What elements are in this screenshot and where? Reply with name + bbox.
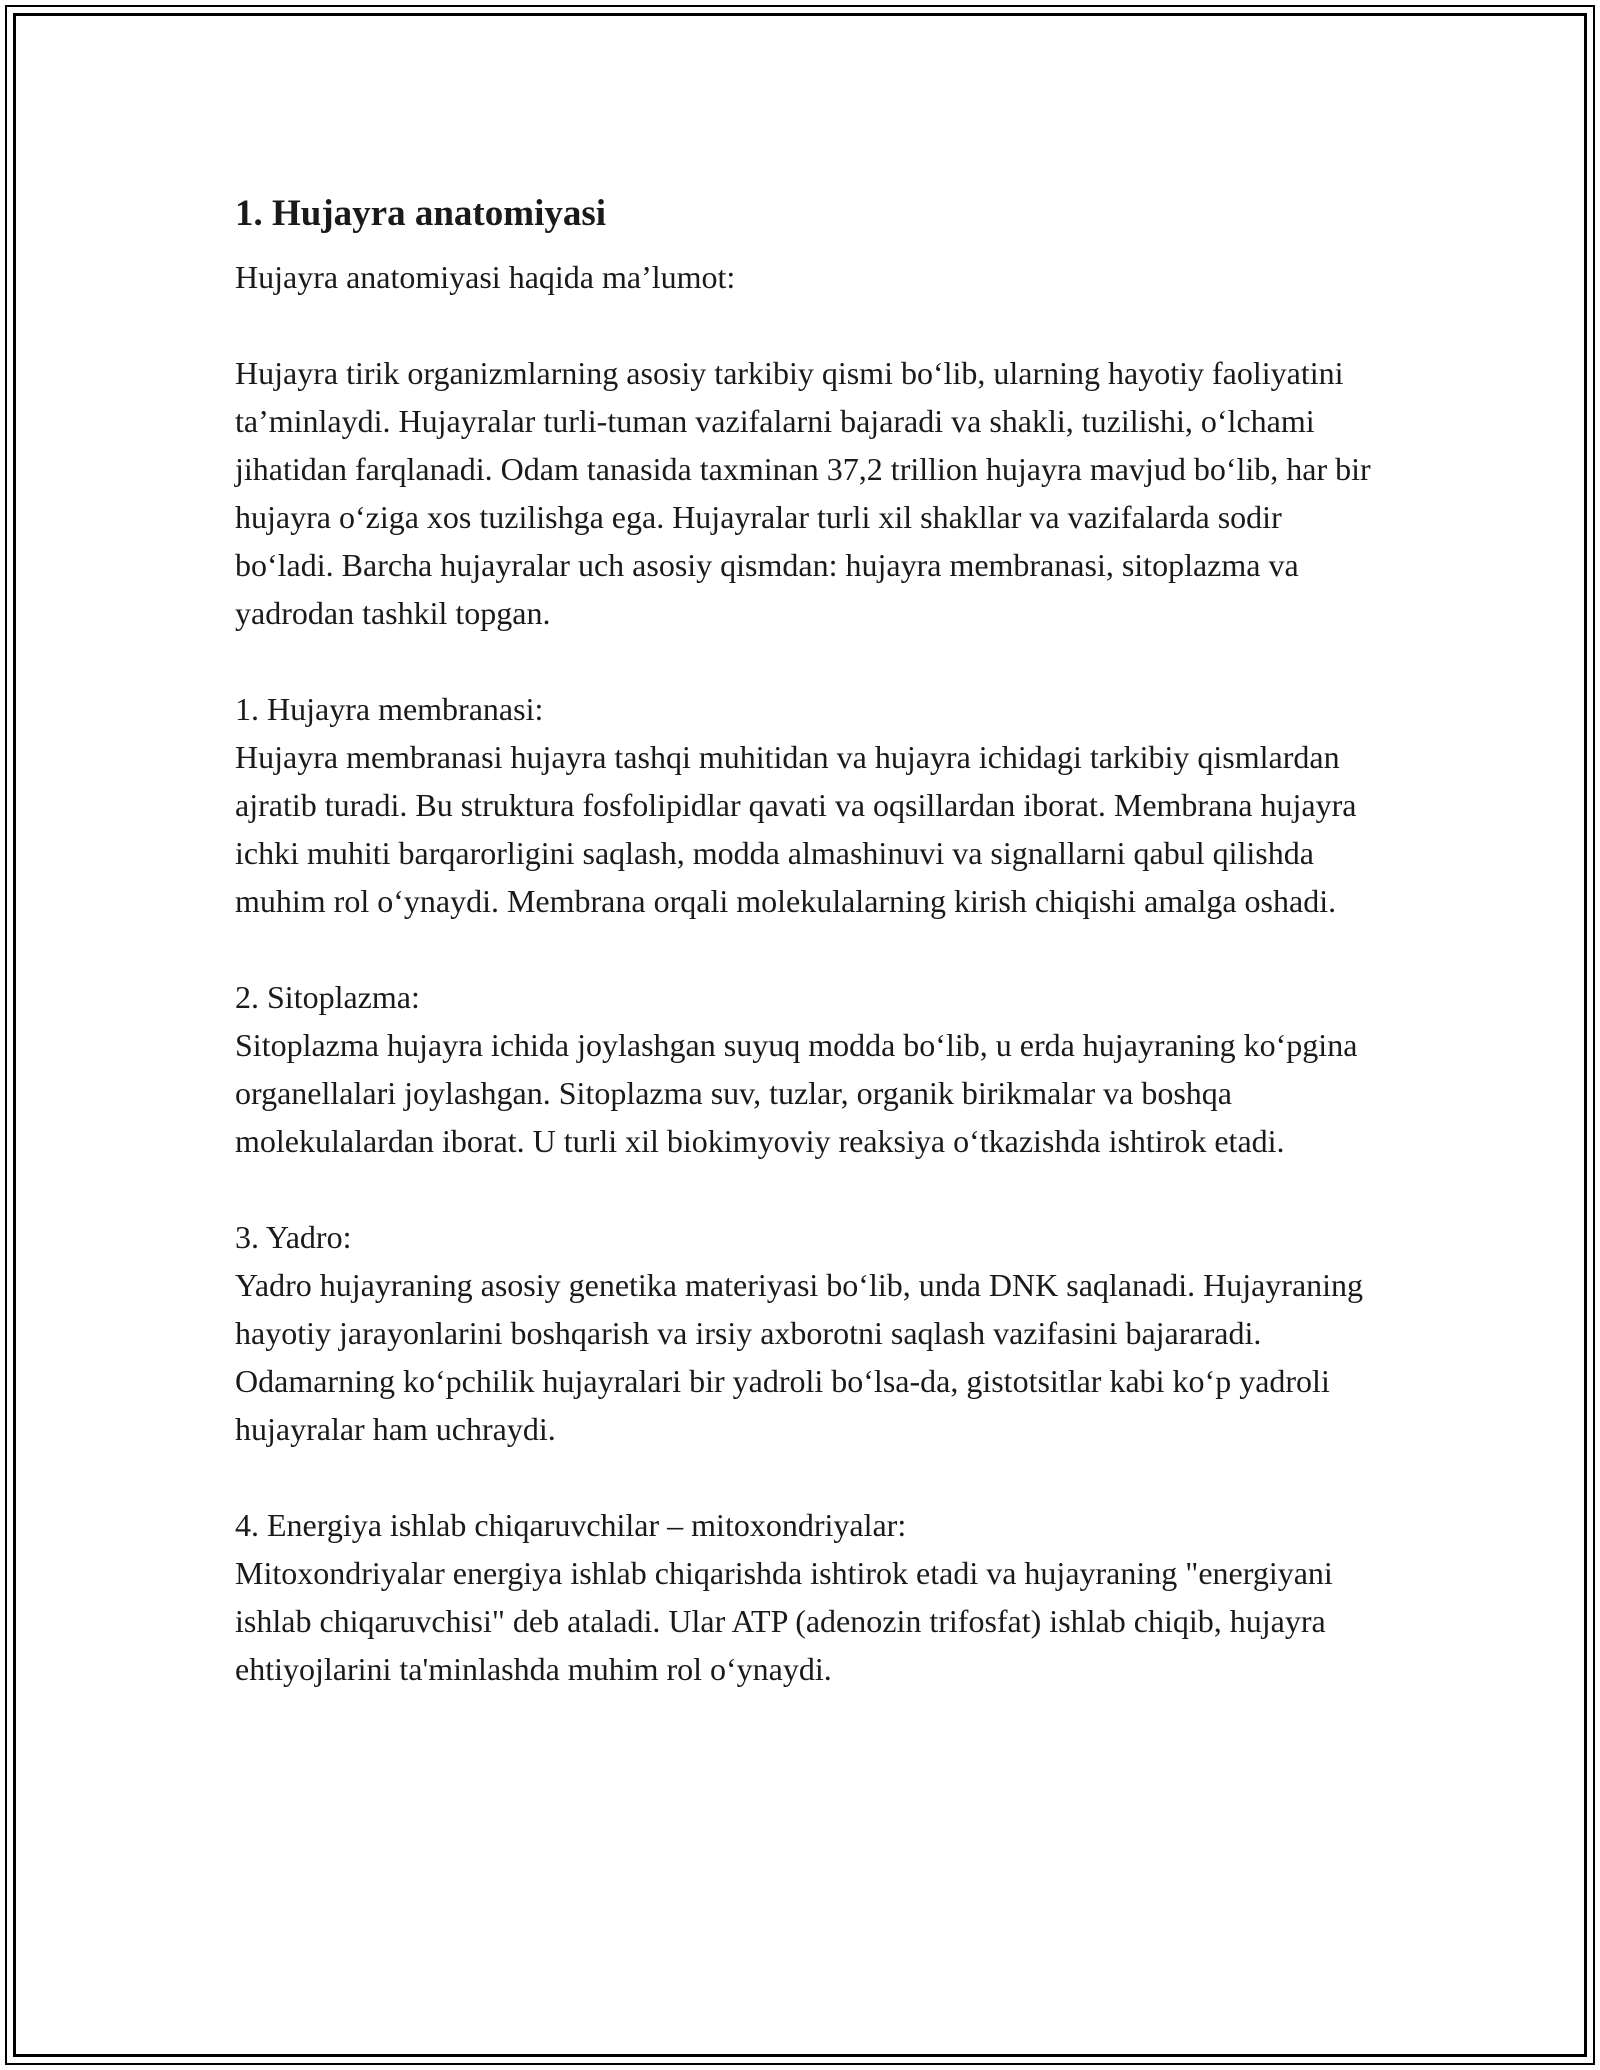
section-body: Sitoplazma hujayra ichida joylashgan suyuq modda bo‘lib, u erda hujayraning ko‘pgina organellalari joylashgan. Sitoplazma suv, tuzlar, organik birikmalar va boshqa molekulalardan iborat. U turli xil biokimyoviy reaksiya o‘tkazishda ishtirok etadi. [235,1027,1358,1159]
section-mitochondria [235,1501,1375,1693]
section-title: 1. Hujayra membranasi: [235,691,544,727]
section-cytoplasm [235,973,1375,1165]
document-content [235,185,1375,1693]
section-title: 3. Yadro: [235,1219,352,1255]
section-nucleus [235,1213,1375,1453]
section-title: 4. Energiya ishlab chiqaruvchilar – mitoxondriyalar: [235,1507,907,1543]
section-body: Yadro hujayraning asosiy genetika materiyasi bo‘lib, unda DNK saqlanadi. Hujayraning hayotiy jarayonlarini boshqarish va irsiy axborotni saqlash vazifasini bajararadi. Odamarning ko‘pchilik hujayralari bir yadroli bo‘lsa-da, gistotsitlar kabi ko‘p yadroli hujayralar ham uchraydi. [235,1267,1364,1447]
overview-paragraph: Hujayra tirik organizmlarning asosiy tarkibiy qismi bo‘lib, ularning hayotiy faoliyatini ta’minlaydi. Hujayralar turli-tuman vazifalarni bajaradi va shakli, tuzilishi, o‘lchami jihatidan farqlanadi. Odam tanasida taxminan 37,2 trillion hujayra mavjud bo‘lib, har bir hujayra o‘ziga xos tuzilishga ega. Hujayralar turli xil shakllar va vazifalarda sodir bo‘ladi. Barcha hujayralar uch asosiy qismdan: hujayra membranasi, sitoplazma va yadrodan tashkil topgan. [235,355,1371,631]
document-heading: 1. Hujayra anatomiyasi [235,193,607,234]
section-membrane [235,685,1375,925]
intro-text: Hujayra anatomiyasi haqida ma’lumot: [235,259,736,295]
section-title: 2. Sitoplazma: [235,979,420,1015]
section-body: Hujayra membranasi hujayra tashqi muhitidan va hujayra ichidagi tarkibiy qismlardan ajratib turadi. Bu struktura fosfolipidlar qavati va oqsillardan iborat. Membrana hujayra ichki muhiti barqarorligini saqlash, modda almashinuvi va signallarni qabul qilishda muhim rol o‘ynaydi. Membrana orqali molekulalarning kirish chiqishi amalga oshadi. [235,739,1357,919]
section-body: Mitoxondriyalar energiya ishlab chiqarishda ishtirok etadi va hujayraning "energiyani ishlab chiqaruvchisi" deb ataladi. Ular ATP (adenozin trifosfat) ishlab chiqib, hujayra ehtiyojlarini ta'minlashda muhim rol o‘ynaydi. [235,1555,1333,1687]
